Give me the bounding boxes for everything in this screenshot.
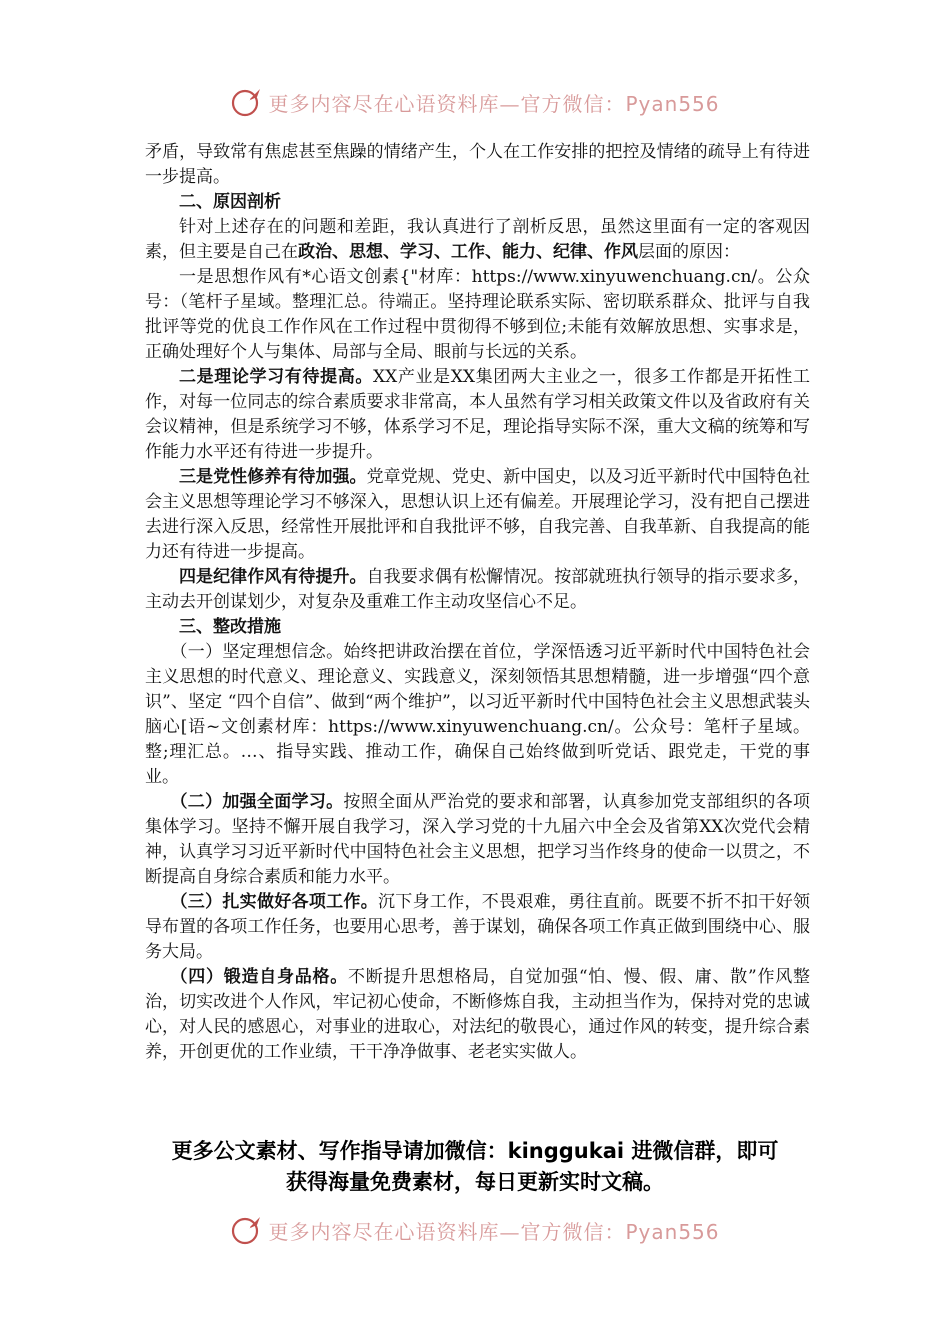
- paragraph: 四是纪律作风有待提升。自我要求偶有松懈情况。按部就班执行领导的指示要求多，主动去开创谋划少，对复杂及重难工作主动攻坚信心不足。: [145, 567, 811, 612]
- promo-footer: [120, 1136, 830, 1198]
- paragraph: 针对上述存在的问题和差距，我认真进行了剖析反思，虽然这里面有一定的客观因素，但主要是自己在政治、思想、学习、工作、能力、纪律、作风层面的原因：: [145, 217, 810, 262]
- paragraph: （二）加强全面学习。按照全面从严治党的要求和部署，认真参加党支部组织的各项集体学习。坚持不懈开展自我学习，深入学习党的十九届六中全会及省第XX次党代会精神，认真学习习近平新时代中国特色社会主义思想，把学习当作终身的使命一以贯之，不断提高自身综合素质和能力水平。: [145, 792, 811, 887]
- footer-banner: [0, 1208, 950, 1252]
- quill-logo-icon: [230, 85, 264, 119]
- banner-text: 更多内容尽在心语资料库—官方微信：Pyan556: [268, 91, 720, 116]
- wechat-id: Pyan556: [625, 1219, 720, 1244]
- promo-line: 更多公文素材、写作指导请加微信：kinggukai 进微信群，即可: [171, 1139, 779, 1163]
- paragraph: 二是理论学习有待提高。XX产业是XX集团两大主业之一，很多工作都是开拓性工作，对每一位同志的综合素质要求非常高，本人虽然有学习相关政策文件以及省政府有关会议精神，但是系统学习不够，体系学习不足，理论指导实际不深，重大文稿的统筹和写作能力水平还有待进一步提升。: [145, 367, 810, 462]
- paragraph: 一是思想作风有*心语文创素{"材库：https://www.xinyuwenchuang.cn/。公众号：（笔杆子星域。整理汇总。待端正。坚持理论联系实际、密切联系群众、批评与自我批评等党的优良工作作风在工作过程中贯彻得不够到位;未能有效解放思想、实事求是，正确处理好个人与集体、局部与全局、眼前与长远的关系。: [145, 267, 810, 362]
- paragraph: 矛盾，导致常有焦虑甚至焦躁的情绪产生，个人在工作安排的把控及情绪的疏导上有待进一步提高。: [145, 142, 810, 187]
- wechat-id: Pyan556: [625, 91, 720, 116]
- document-body: [145, 140, 810, 1065]
- section-heading: 二、原因剖析: [179, 192, 281, 212]
- paragraph: （三）扎实做好各项工作。沉下身工作，不畏艰难，勇往直前。既要不折不扣干好领导布置的各项工作任务，也要用心思考，善于谋划，确保各项工作真正做到围绕中心、服务大局。: [145, 892, 810, 962]
- banner-text: 更多内容尽在心语资料库—官方微信：Pyan556: [268, 1219, 720, 1244]
- paragraph: （一）坚定理想信念。始终把讲政治摆在首位，学深悟透习近平新时代中国特色社会主义思想的时代意义、理论意义、实践意义，深刻领悟其思想精髓，进一步增强“四个意识”、坚定 “四个自信”、做到“两个维护”，以习近平新时代中国特色社会主义思想武装头脑心[语~文创素材库：https://www.xinyuwenchuang.cn/。公众号：笔杆子星域。整;理汇总。…、指导实践、推动工作，确保自己始终做到听党话、跟党走，干党的事业。: [145, 642, 810, 787]
- header-banner: [0, 80, 950, 124]
- quill-logo-icon: [230, 1213, 264, 1247]
- paragraph: 三是党性修养有待加强。党章党规、党史、新中国史，以及习近平新时代中国特色社会主义思想等理论学习不够深入，思想认识上还有偏差。开展理论学习，没有把自己摆进去进行深入反思，经常性开展批评和自我批评不够，自我完善、自我革新、自我提高的能力还有待进一步提高。: [145, 467, 811, 562]
- section-heading: 三、整改措施: [179, 617, 281, 637]
- promo-line: 获得海量免费素材，每日更新实时文稿。: [286, 1170, 664, 1194]
- paragraph: （四）锻造自身品格。不断提升思想格局，自觉加强“怕、慢、假、庸、散”作风整治，切实改进个人作风，牢记初心使命，不断修炼自我，主动担当作为，保持对党的忠诚心，对人民的感恩心，对事业的进取心，对法纪的敬畏心，通过作风的转变，提升综合素养，开创更优的工作业绩，干干净净做事、老老实实做人。: [145, 967, 810, 1062]
